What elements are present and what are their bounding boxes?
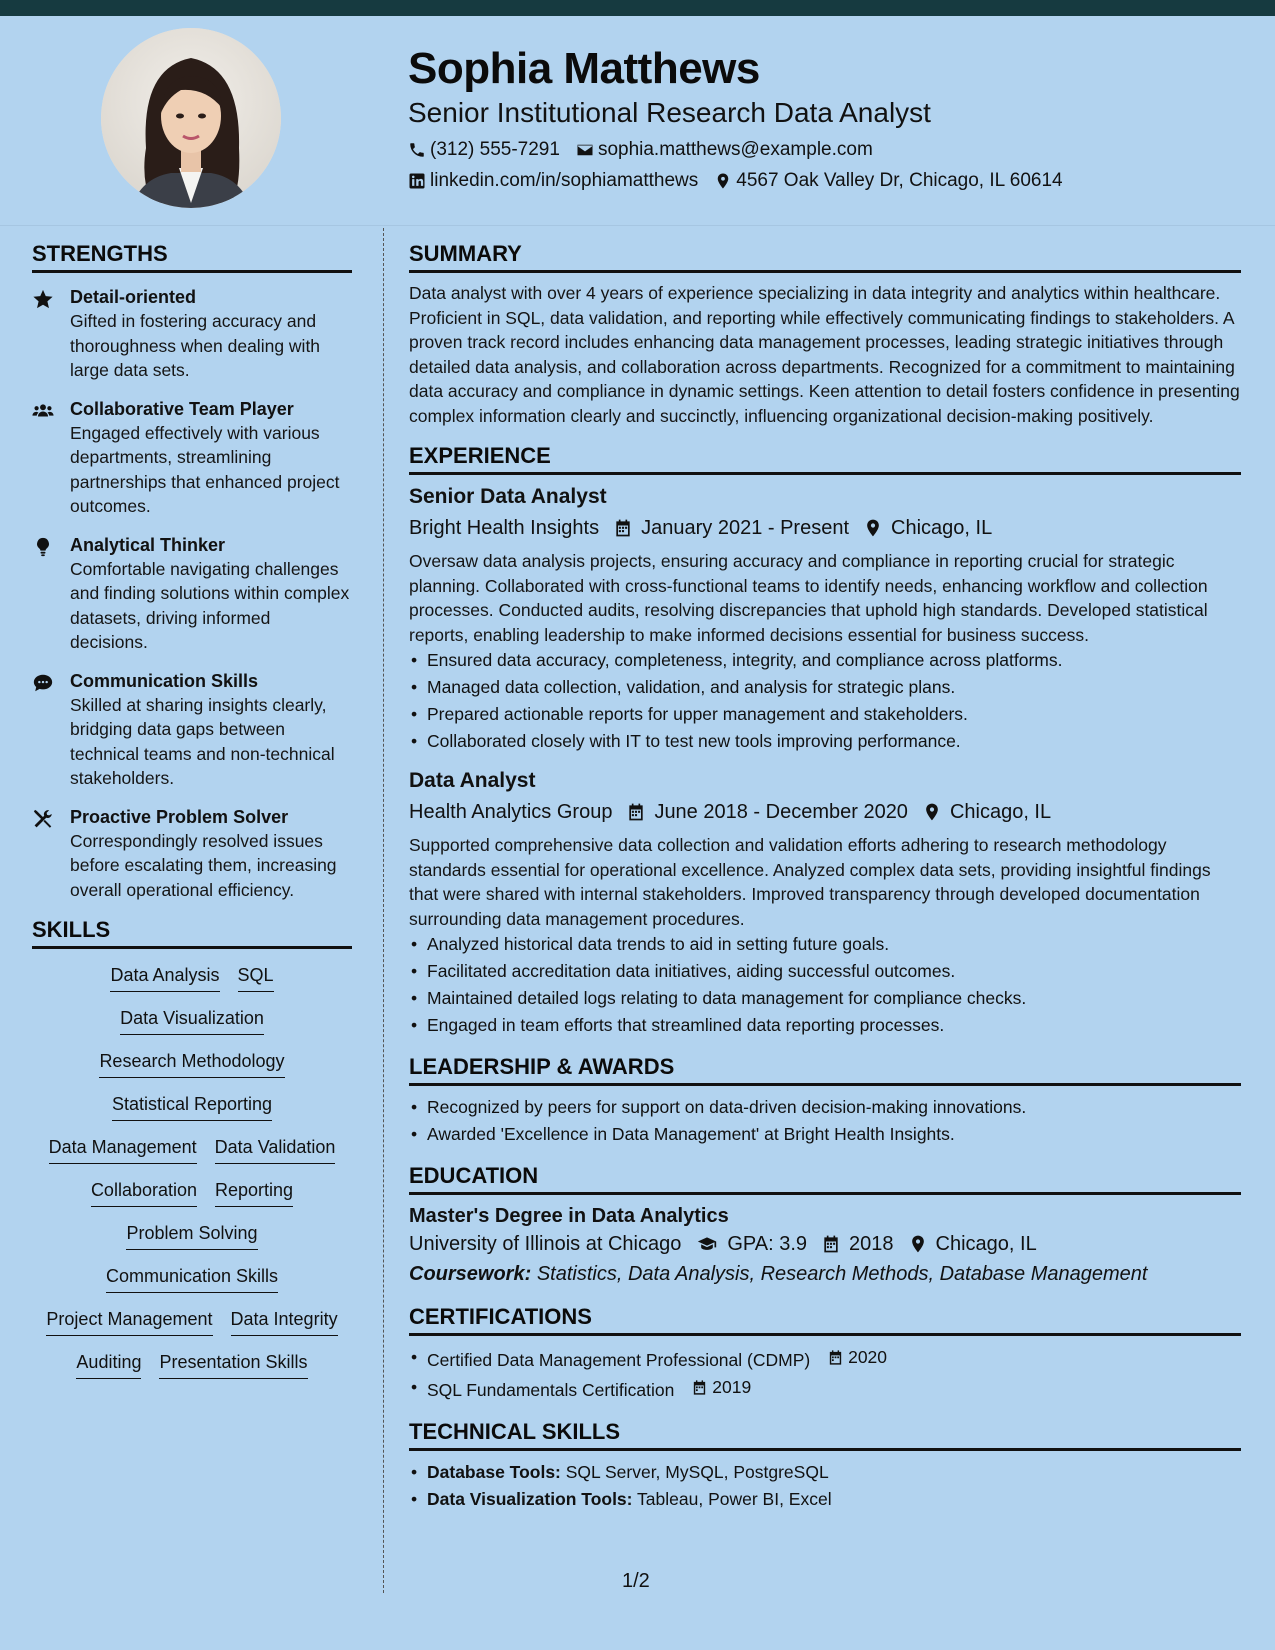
job-title: Data Analyst — [409, 769, 536, 792]
job-bullet: • Engaged in team efforts that streamlined data reporting processes. — [409, 1012, 1241, 1039]
strength-item — [32, 805, 352, 903]
strengths-heading: STRENGTHS — [32, 240, 352, 273]
candidate-title: Senior Institutional Research Data Analyst — [408, 97, 931, 128]
skill-row — [67, 1350, 316, 1379]
technical-skill-item — [409, 1486, 1241, 1513]
summary-text: Data analyst with over 4 years of experience specializing in data integrity and analytics within healthcare. Proficient in SQL, data validation, and reporting while effectively communicating findings to stakeholders. A proven track record includes enhancing data management processes, leading strategic initiatives through detailed data analysis, and collaboration across departments. Recognized for a commitment to maintaining data accuracy and compliance in dynamic settings. Keen attention to detail fosters confidence in presenting complex information clearly and succinctly, influencing organizational decision-making positively. — [409, 283, 1240, 426]
job-meta — [409, 797, 1241, 827]
graduation-cap-icon — [695, 1234, 719, 1254]
strength-item — [32, 533, 352, 655]
email-contact[interactable] — [576, 138, 873, 162]
skill-tag: Problem Solving — [126, 1221, 257, 1250]
strength-title: Analytical Thinker — [70, 534, 226, 555]
technical-skills-section — [409, 1418, 1241, 1513]
phone-icon — [408, 141, 426, 159]
phone-number: (312) 555-7291 — [430, 139, 560, 160]
education-heading: EDUCATION — [409, 1162, 1241, 1195]
header-divider — [0, 225, 1275, 226]
skill-tag: Data Analysis — [110, 963, 219, 992]
skill-tag: Statistical Reporting — [112, 1092, 272, 1121]
skill-row — [117, 1221, 266, 1250]
leadership-item: • Recognized by peers for support on data-driven decision-making innovations. — [409, 1094, 1241, 1121]
skill-tag: Data Visualization — [120, 1006, 264, 1035]
experience-section — [409, 442, 1241, 1039]
resume-header — [408, 44, 1248, 193]
strength-description: Skilled at sharing insights clearly, bridging data gaps between technical teams and non-technical stakeholders. — [70, 694, 335, 788]
job-location: Chicago, IL — [949, 801, 1052, 823]
strength-title: Communication Skills — [70, 670, 259, 691]
skill-tag: SQL — [238, 963, 274, 992]
job-bullet: • Analyzed historical data trends to aid in setting future goals. — [409, 931, 1241, 958]
job-bullet: • Ensured data accuracy, completeness, integrity, and compliance across platforms. — [409, 647, 1241, 674]
calendar-icon — [821, 1234, 841, 1254]
skill-row — [82, 1178, 302, 1207]
strength-description: Gifted in fostering accuracy and thoroughness when dealing with large data sets. — [70, 311, 321, 380]
skill-row — [103, 1092, 281, 1121]
job-bullet: • Collaborated closely with IT to test new tools improving performance. — [409, 728, 1241, 755]
skill-row — [37, 1307, 346, 1336]
top-bar — [0, 0, 1275, 16]
education-meta — [409, 1229, 1241, 1259]
calendar-icon — [613, 518, 633, 538]
job-entry — [409, 483, 1241, 755]
job-bullet: • Facilitated accreditation data initiatives, aiding successful outcomes. — [409, 958, 1241, 985]
envelope-icon — [576, 141, 594, 159]
job-bullet: • Prepared actionable reports for upper management and stakeholders. — [409, 701, 1241, 728]
education-section — [409, 1162, 1241, 1289]
linkedin-contact[interactable] — [408, 169, 698, 193]
leadership-item: • Awarded 'Excellence in Data Management' at Bright Health Insights. — [409, 1121, 1241, 1148]
skill-row — [101, 963, 282, 992]
gpa: GPA: 3.9 — [727, 1233, 808, 1255]
skill-tag: Presentation Skills — [159, 1350, 307, 1379]
coursework-label: Coursework: — [409, 1263, 532, 1285]
skill-tag: Collaboration — [91, 1178, 197, 1207]
technical-skills-heading: TECHNICAL SKILLS — [409, 1418, 1241, 1451]
strength-title: Collaborative Team Player — [70, 398, 294, 419]
technical-skill-label: Data Visualization Tools: — [427, 1489, 633, 1509]
star-icon — [32, 288, 54, 310]
location-pin-icon — [863, 518, 883, 538]
certifications-heading: CERTIFICATIONS — [409, 1303, 1241, 1336]
job-bullet: • Maintained detailed logs relating to data management for compliance checks. — [409, 985, 1241, 1012]
lightbulb-icon — [32, 536, 54, 558]
strength-item — [32, 669, 352, 791]
column-divider — [383, 228, 384, 1593]
skill-row — [97, 1264, 287, 1293]
strength-item — [32, 397, 352, 519]
summary-heading: SUMMARY — [409, 240, 1241, 273]
skill-tag: Data Integrity — [231, 1307, 338, 1336]
coursework — [409, 1259, 1241, 1289]
comment-icon — [32, 672, 54, 694]
address: 4567 Oak Valley Dr, Chicago, IL 60614 — [736, 170, 1063, 191]
certification-item — [409, 1344, 1241, 1374]
certifications-section — [409, 1303, 1241, 1404]
company-name: Health Analytics Group — [409, 801, 613, 823]
location-pin-icon — [908, 1234, 928, 1254]
email-address: sophia.matthews@example.com — [597, 139, 873, 160]
calendar-icon — [626, 802, 646, 822]
job-dates: January 2021 - Present — [641, 517, 850, 539]
address-contact — [714, 169, 1062, 193]
company-name: Bright Health Insights — [409, 517, 600, 539]
skills-list — [32, 963, 352, 1393]
calendar-icon — [691, 1379, 708, 1396]
certification-name: SQL Fundamentals Certification — [427, 1380, 675, 1400]
job-meta — [409, 513, 1241, 543]
contact-row-1 — [408, 138, 1248, 162]
skill-row — [90, 1049, 293, 1078]
job-bullet: • Managed data collection, validation, and analysis for strategic plans. — [409, 674, 1241, 701]
skill-tag: Research Methodology — [99, 1049, 284, 1078]
strength-title: Proactive Problem Solver — [70, 806, 289, 827]
linkedin-icon — [408, 172, 426, 190]
school-name: University of Illinois at Chicago — [409, 1233, 682, 1255]
experience-heading: EXPERIENCE — [409, 442, 1241, 475]
skill-row — [111, 1006, 273, 1035]
coursework-list: Statistics, Data Analysis, Research Methods, Database Management — [536, 1263, 1148, 1285]
job-dates: June 2018 - December 2020 — [654, 801, 908, 823]
users-icon — [32, 400, 54, 422]
leadership-section — [409, 1053, 1241, 1148]
right-column — [409, 240, 1241, 1527]
certification-year: 2020 — [848, 1347, 888, 1367]
certification-year: 2019 — [712, 1377, 752, 1397]
contact-row-2 — [408, 169, 1248, 193]
skill-row — [40, 1135, 345, 1164]
calendar-icon — [827, 1349, 844, 1366]
education-location: Chicago, IL — [935, 1233, 1037, 1255]
technical-skill-item — [409, 1459, 1241, 1486]
certification-name: Certified Data Management Professional (CDMP) — [427, 1350, 811, 1370]
left-column — [32, 240, 352, 1393]
job-location: Chicago, IL — [891, 517, 993, 539]
job-title: Senior Data Analyst — [409, 485, 607, 508]
technical-skill-value: Tableau, Power BI, Excel — [637, 1489, 832, 1509]
strength-title: Detail-oriented — [70, 287, 197, 307]
location-pin-icon — [922, 802, 942, 822]
technical-skill-label: Database Tools: — [427, 1462, 561, 1482]
certification-item — [409, 1374, 1241, 1404]
skill-tag: Communication Skills — [106, 1264, 278, 1293]
phone-contact[interactable] — [408, 138, 560, 162]
strength-item — [32, 285, 352, 383]
tools-icon — [32, 808, 54, 830]
page-number: 1/2 — [622, 1570, 650, 1592]
strength-description: Engaged effectively with various departments, streamlining partnerships that enhanced project outcomes. — [70, 422, 340, 516]
candidate-name: Sophia Matthews — [408, 44, 760, 93]
technical-skill-value: SQL Server, MySQL, PostgreSQL — [565, 1462, 829, 1482]
job-entry — [409, 767, 1241, 1039]
skill-tag: Project Management — [46, 1307, 212, 1336]
skill-tag: Data Management — [49, 1135, 197, 1164]
profile-photo — [101, 28, 281, 208]
graduation-year: 2018 — [849, 1233, 894, 1255]
strength-description: Comfortable navigating challenges and finding solutions within complex datasets, driving informed decisions. — [70, 558, 350, 652]
summary-section — [409, 240, 1241, 428]
strength-description: Correspondingly resolved issues before escalating them, increasing overall operational efficiency. — [70, 830, 337, 900]
degree-title: Master's Degree in Data Analytics — [409, 1205, 729, 1227]
skill-tag: Auditing — [76, 1350, 141, 1379]
skills-heading: SKILLS — [32, 916, 352, 949]
skill-tag: Reporting — [215, 1178, 293, 1207]
linkedin-url: linkedin.com/in/sophiamatthews — [430, 170, 699, 191]
location-pin-icon — [714, 172, 732, 190]
job-description: Supported comprehensive data collection and validation efforts adhering to research methodology standards essential for operational excellence. Analyzed complex data sets, providing insightful findings that were shared with internal stakeholders. Improved transparency through developed documentation surrounding data management procedures. — [409, 835, 1211, 929]
leadership-heading: LEADERSHIP & AWARDS — [409, 1053, 1241, 1086]
job-list — [409, 483, 1241, 1039]
skill-tag: Data Validation — [215, 1135, 336, 1164]
job-description: Oversaw data analysis projects, ensuring accuracy and compliance in reporting crucial for strategic planning. Collaborated with cross-functional teams to identify needs, enhancing workflow and collection processes. Conducted audits, resolving discrepancies that uphold high standards. Developed statistical reports, enabling leadership to make informed decisions essential for business success. — [409, 551, 1208, 645]
